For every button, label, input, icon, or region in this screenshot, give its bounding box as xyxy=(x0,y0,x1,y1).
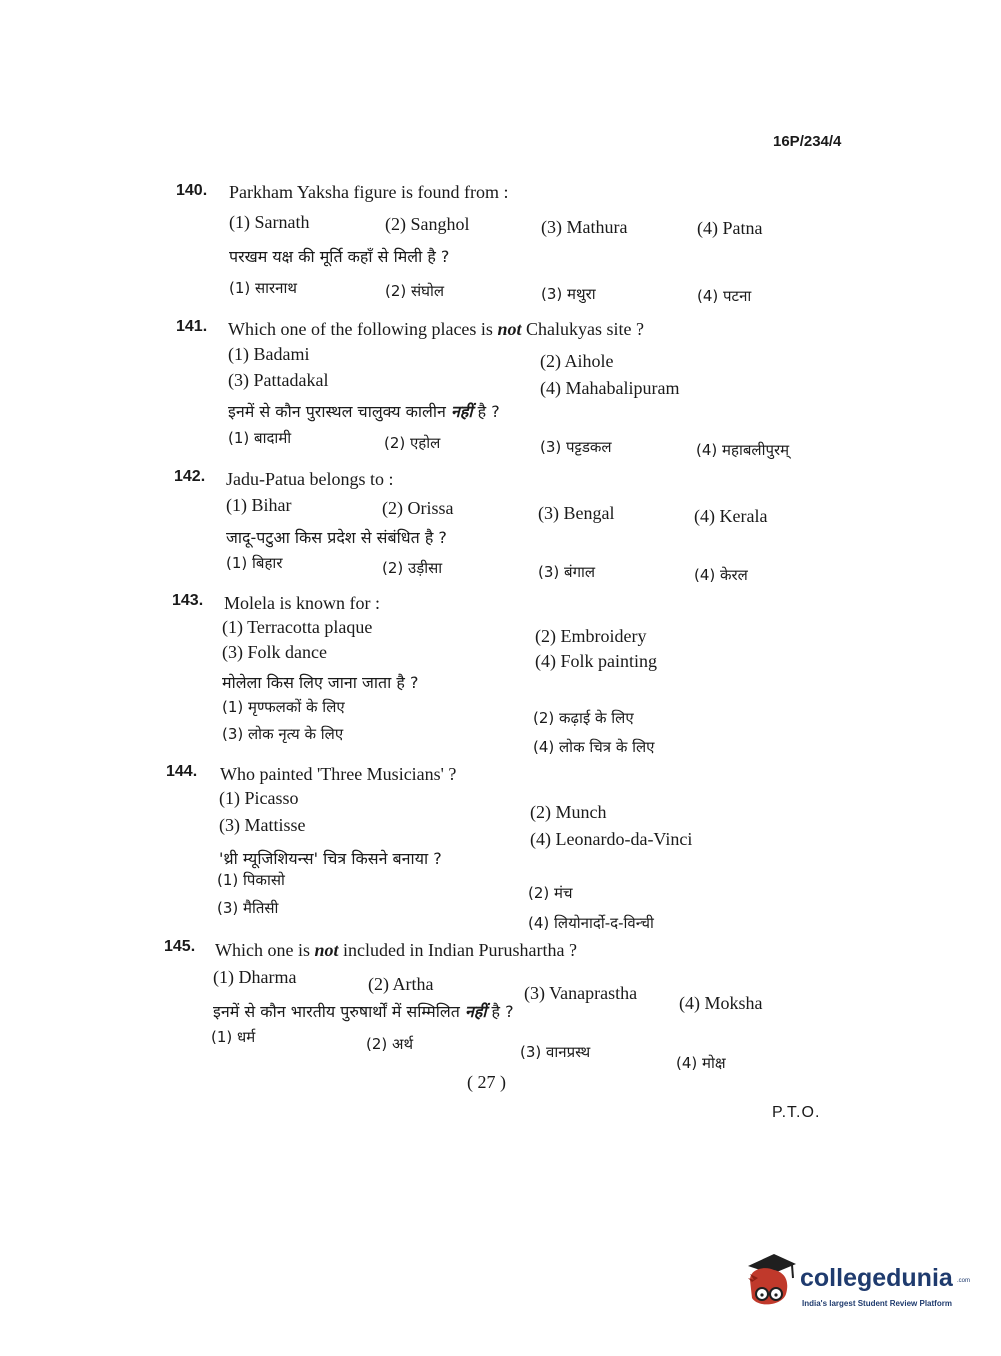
option-hi-3: (3) बंगाल xyxy=(538,563,596,581)
question-text-hi: परखम यक्ष की मूर्ति कहाँ से मिली है ? xyxy=(229,247,450,266)
option-hi-1: (1) बिहार xyxy=(226,554,283,572)
emphasis-not: not xyxy=(497,319,522,339)
brand-com: .com xyxy=(957,1278,971,1284)
question-text-hi: इनमें से कौन भारतीय पुरुषार्थों में सम्मिलित नहीं है ? xyxy=(213,1002,514,1021)
option-hi-2: (2) संघोल xyxy=(385,282,445,300)
option-hi-4: (4) महाबलीपुरम् xyxy=(696,441,790,459)
question-text-en: Which one is not included in Indian Purushartha ? xyxy=(215,940,577,960)
option-hi-1: (1) मृण्फलकों के लिए xyxy=(222,698,345,716)
option-hi-3: (3) मैतिसी xyxy=(217,899,279,917)
option-hi-1: (1) धर्म xyxy=(211,1028,256,1046)
question-text-hi: जादू-पटुआ किस प्रदेश से संबंधित है ? xyxy=(226,528,447,547)
option-en-1: (1) Terracotta plaque xyxy=(222,617,373,637)
option-en-4: (4) Mahabalipuram xyxy=(540,378,680,398)
emphasis-nahin: नहीं xyxy=(451,402,473,421)
option-hi-2: (2) एहोल xyxy=(384,434,441,452)
option-en-4: (4) Kerala xyxy=(694,506,768,526)
question-text-en: Which one of the following places is not Chalukyas site ? xyxy=(228,319,644,339)
option-en-4: (4) Moksha xyxy=(679,993,763,1013)
page-number: ( 27 ) xyxy=(467,1072,506,1092)
option-en-4: (4) Patna xyxy=(697,218,763,238)
brand-name: collegedunia xyxy=(800,1264,953,1292)
option-en-3: (3) Mathura xyxy=(541,217,628,237)
question-text-hi: मोलेला किस लिए जाना जाता है ? xyxy=(222,673,419,692)
option-hi-1: (1) बादामी xyxy=(228,429,292,447)
paper-code: 16P/234/4 xyxy=(773,133,842,150)
question-number: 144. xyxy=(166,763,198,780)
option-hi-1: (1) पिकासो xyxy=(217,871,285,889)
option-en-1: (1) Badami xyxy=(228,344,310,364)
option-en-1: (1) Bihar xyxy=(226,495,292,515)
option-en-2: (2) Munch xyxy=(530,802,607,822)
question-number: 143. xyxy=(172,592,204,609)
option-hi-3: (3) मथुरा xyxy=(541,285,596,303)
option-en-1: (1) Dharma xyxy=(213,967,297,987)
pto-label: P.T.O. xyxy=(772,1104,821,1121)
option-hi-3: (3) पट्टडकल xyxy=(540,438,612,456)
question-text-hi: इनमें से कौन पुरास्थल चालुक्य कालीन नहीं है ? xyxy=(228,402,500,421)
option-en-2: (2) Aihole xyxy=(540,351,614,371)
option-en-4: (4) Folk painting xyxy=(535,651,657,671)
option-en-4: (4) Leonardo-da-Vinci xyxy=(530,829,693,849)
brand-tagline: India's largest Student Review Platform xyxy=(802,1299,952,1308)
option-en-2: (2) Embroidery xyxy=(535,626,647,646)
option-hi-4: (4) केरल xyxy=(694,566,748,584)
option-en-2: (2) Sanghol xyxy=(385,214,470,234)
question-text-hi: 'थ्री म्यूजिशियन्स' चित्र किसने बनाया ? xyxy=(219,849,442,868)
option-en-2: (2) Orissa xyxy=(382,498,454,518)
option-hi-3: (3) वानप्रस्थ xyxy=(520,1043,591,1061)
option-en-1: (1) Sarnath xyxy=(229,212,310,232)
option-en-1: (1) Picasso xyxy=(219,788,299,808)
option-hi-4: (4) लोक चित्र के लिए xyxy=(533,738,655,756)
question-number: 141. xyxy=(176,318,208,335)
option-hi-3: (3) लोक नृत्य के लिए xyxy=(222,725,344,743)
option-hi-2: (2) उड़ीसा xyxy=(382,559,443,577)
option-hi-4: (4) लियोनार्दो-द-विन्ची xyxy=(528,914,654,932)
mascot-icon xyxy=(740,1250,800,1310)
question-text-en: Jadu-Patua belongs to : xyxy=(226,469,394,489)
option-hi-1: (1) सारनाथ xyxy=(229,279,297,297)
option-en-3: (3) Bengal xyxy=(538,503,615,523)
emphasis-not: not xyxy=(314,940,339,960)
option-hi-4: (4) मोक्ष xyxy=(676,1054,726,1072)
option-hi-2: (2) अर्थ xyxy=(366,1035,414,1053)
question-text-en: Parkham Yaksha figure is found from : xyxy=(229,182,509,202)
option-en-3: (3) Pattadakal xyxy=(228,370,329,390)
question-text-en: Who painted 'Three Musicians' ? xyxy=(220,764,457,784)
question-number: 145. xyxy=(164,938,196,955)
option-en-3: (3) Vanaprastha xyxy=(524,983,638,1003)
option-hi-2: (2) मंच xyxy=(528,884,573,902)
emphasis-nahin: नहीं xyxy=(464,1002,487,1021)
option-hi-4: (4) पटना xyxy=(697,287,752,305)
option-en-3: (3) Mattisse xyxy=(219,815,306,835)
question-number: 140. xyxy=(176,182,208,199)
option-hi-2: (2) कढ़ाई के लिए xyxy=(533,709,634,727)
option-en-3: (3) Folk dance xyxy=(222,642,327,662)
question-number: 142. xyxy=(174,468,206,485)
option-en-2: (2) Artha xyxy=(368,974,434,994)
question-text-en: Molela is known for : xyxy=(224,593,380,613)
